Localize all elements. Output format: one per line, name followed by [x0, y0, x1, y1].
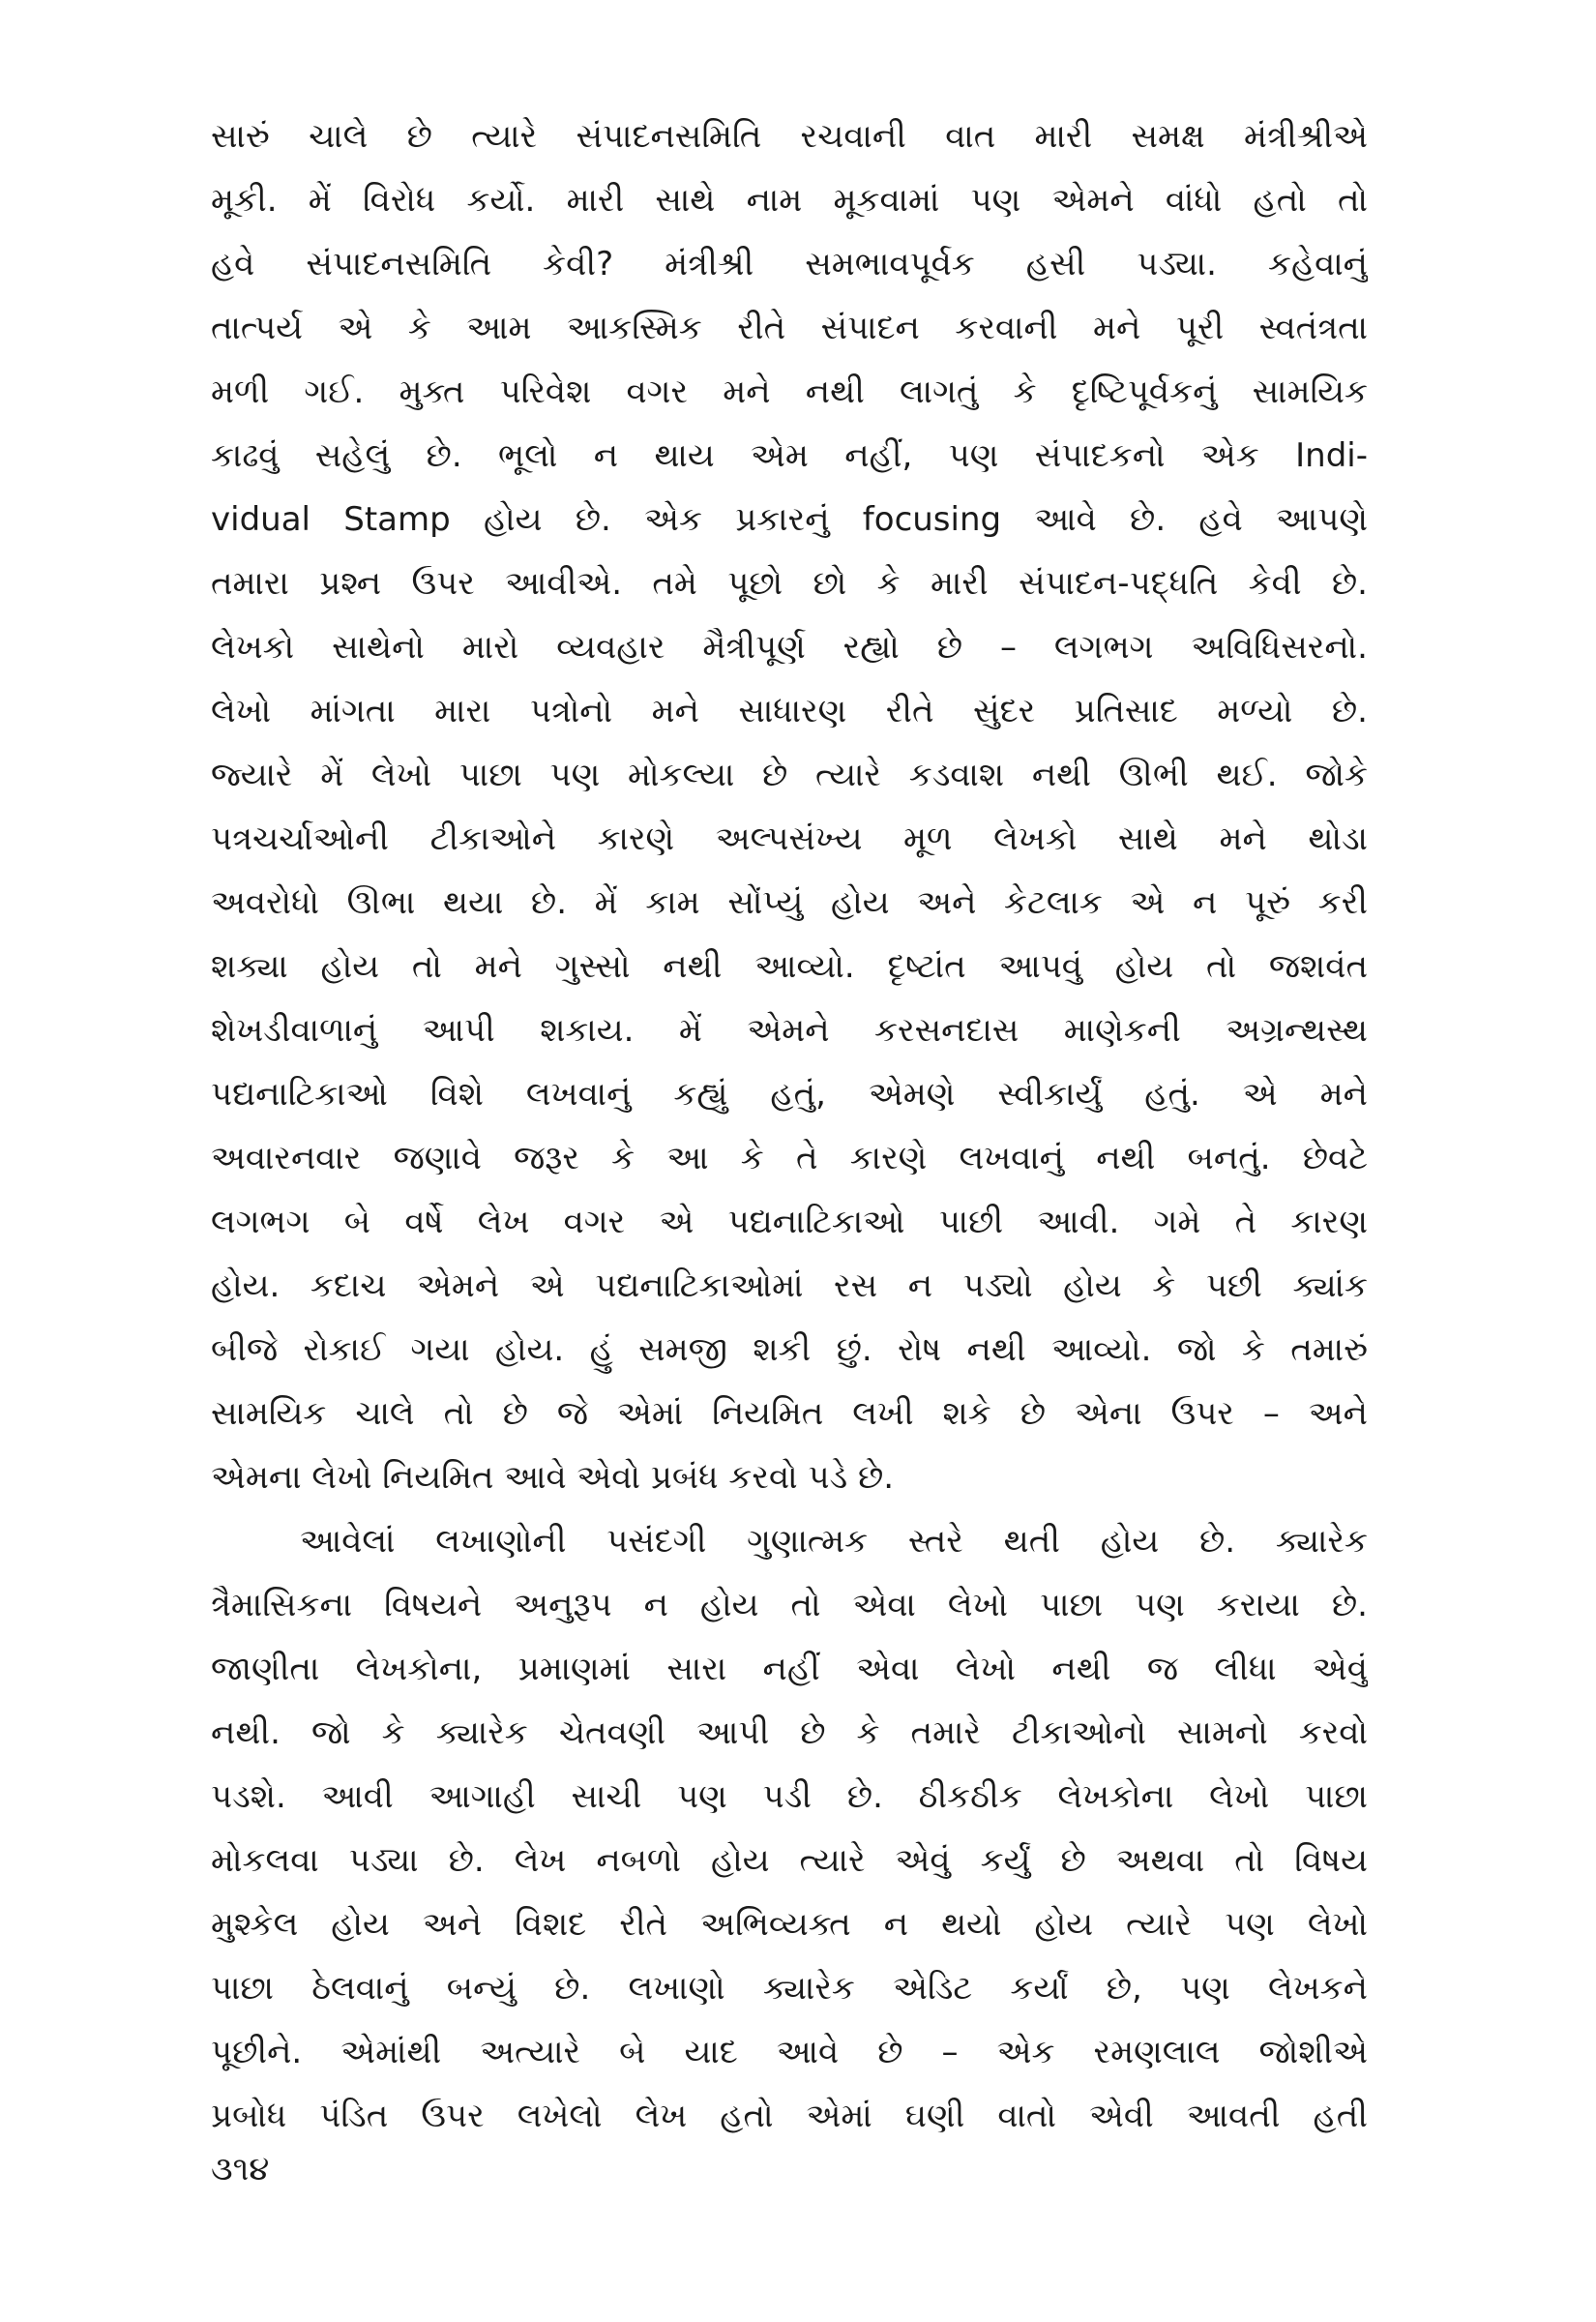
text-line: આવેલાં લખાણોની પસંદગી ગુણાત્મક સ્તરે થતી હોય છે. ક્યારેક — [300, 1522, 1368, 1561]
paragraph — [211, 1509, 1368, 2148]
text-line: પત્રચર્ચાઓની ટીકાઓને કારણે અલ્પસંખ્ય મૂળ લેખકો સાથે મને થોડા — [211, 819, 1368, 858]
page-number: ૩૧૪ — [211, 2150, 270, 2188]
text-line: લેખો માંગતા મારા પત્રોનો મને સાધારણ રીતે સુંદર પ્રતિસાદ મળ્યો છે. — [211, 692, 1368, 730]
text-line: પડશે. આવી આગાહી સાચી પણ પડી છે. ઠીકઠીક લેખકોના લેખો પાછા — [211, 1777, 1368, 1816]
text-line: સારું ચાલે છે ત્યારે સંપાદનસમિતિ રચવાની વાત મારી સમક્ષ મંત્રીશ્રીએ — [211, 117, 1368, 156]
text-line: શક્યા હોય તો મને ગુસ્સો નથી આવ્યો. દૃષ્ટાંત આપવું હોય તો જશવંત — [211, 947, 1368, 986]
text-line: મળી ગઈ. મુક્ત પરિવેશ વગર મને નથી લાગતું કે દૃષ્ટિપૂર્વકનું સામયિક — [211, 372, 1368, 411]
text-line: નથી. જો કે ક્યારેક ચેતવણી આપી છે કે તમારે ટીકાઓનો સામનો કરવો — [211, 1713, 1368, 1752]
text-line: એમના લેખો નિયમિત આવે એવો પ્રબંધ કરવો પડે છે. — [211, 1458, 895, 1497]
text-line: મોકલવા પડ્યા છે. લેખ નબળો હોય ત્યારે એવું કર્યું છે અથવા તો વિષય — [211, 1841, 1368, 1880]
text-line: મૂકી. મેં વિરોધ કર્યો. મારી સાથે નામ મૂકવામાં પણ એમને વાંધો હતો તો — [211, 181, 1368, 220]
text-line: કાઢવું સહેલું છે. ભૂલો ન થાય એમ નહીં, પણ સંપાદકનો એક Indi- — [211, 436, 1368, 475]
paragraph — [211, 104, 1368, 1509]
text-line: અવરોધો ઊભા થયા છે. મેં કામ સોંપ્યું હોય અને કેટલાક એ ન પૂરું કરી — [211, 883, 1368, 922]
text-line: લેખકો સાથેનો મારો વ્યવહાર મૈત્રીપૂર્ણ રહ્યો છે – લગભગ અવિધિસરનો. — [211, 628, 1368, 667]
text-line: પૂછીને. એમાંથી અત્યારે બે યાદ આવે છે – એક રમણલાલ જોશીએ — [211, 2033, 1368, 2071]
text-line: શેખડીવાળાનું આપી શકાય. મેં એમને કરસનદાસ માણેકની અગ્રન્થસ્થ — [211, 1011, 1368, 1050]
text-line: જાણીતા લેખકોના, પ્રમાણમાં સારા નહીં એવા લેખો નથી જ લીધા એવું — [211, 1650, 1368, 1688]
text-line: લગભગ બે વર્ષે લેખ વગર એ પદ્યનાટિકાઓ પાછી આવી. ગમે તે કારણ — [211, 1203, 1368, 1241]
body-text — [211, 104, 1368, 2148]
text-line: જ્યારે મેં લેખો પાછા પણ મોકલ્યા છે ત્યારે કડવાશ નથી ઊભી થઈ. જોકે — [211, 756, 1368, 794]
text-line: તમારા પ્રશ્ન ઉપર આવીએ. તમે પૂછો છો કે મારી સંપાદન-પદ્ધતિ કેવી છે. — [211, 564, 1368, 603]
text-line: પ્રબોધ પંડિત ઉપર લખેલો લેખ હતો એમાં ઘણી વાતો એવી આવતી હતી — [211, 2097, 1368, 2135]
text-line: પાછા ઠેલવાનું બન્યું છે. લખાણો ક્યારેક એડિટ કર્યાં છે, પણ લેખકને — [211, 1969, 1368, 2008]
text-line: અવારનવાર જણાવે જરૂર કે આ કે તે કારણે લખવાનું નથી બનતું. છેવટે — [211, 1139, 1368, 1177]
text-line: તાત્પર્ય એ કે આમ આકસ્મિક રીતે સંપાદન કરવાની મને પૂરી સ્વતંત્રતા — [211, 309, 1368, 347]
text-line: પદ્યનાટિકાઓ વિશે લખવાનું કહ્યું હતું, એમણે સ્વીકાર્યું હતું. એ મને — [211, 1075, 1368, 1114]
text-line: મુશ્કેલ હોય અને વિશદ રીતે અભિવ્યક્ત ન થયો હોય ત્યારે પણ લેખો — [211, 1905, 1368, 1944]
text-line: હોય. કદાચ એમને એ પદ્યનાટિકાઓમાં રસ ન પડ્યો હોય કે પછી ક્યાંક — [211, 1266, 1368, 1305]
text-line: બીજે રોકાઈ ગયા હોય. હું સમજી શકી છું. રોષ નથી આવ્યો. જો કે તમારું — [211, 1330, 1368, 1369]
text-line: સામયિક ચાલે તો છે જે એમાં નિયમિત લખી શકે છે એના ઉપર – અને — [211, 1394, 1368, 1433]
text-line: ત્રૈમાસિકના વિષયને અનુરૂપ ન હોય તો એવા લેખો પાછા પણ કરાયા છે. — [211, 1586, 1368, 1624]
text-line: vidual Stamp હોય છે. એક પ્રકારનું focusing આવે છે. હવે આપણે — [211, 500, 1368, 539]
text-line: હવે સંપાદનસમિતિ કેવી? મંત્રીશ્રી સમભાવપૂર્વક હસી પડ્યા. કહેવાનું — [211, 245, 1368, 283]
